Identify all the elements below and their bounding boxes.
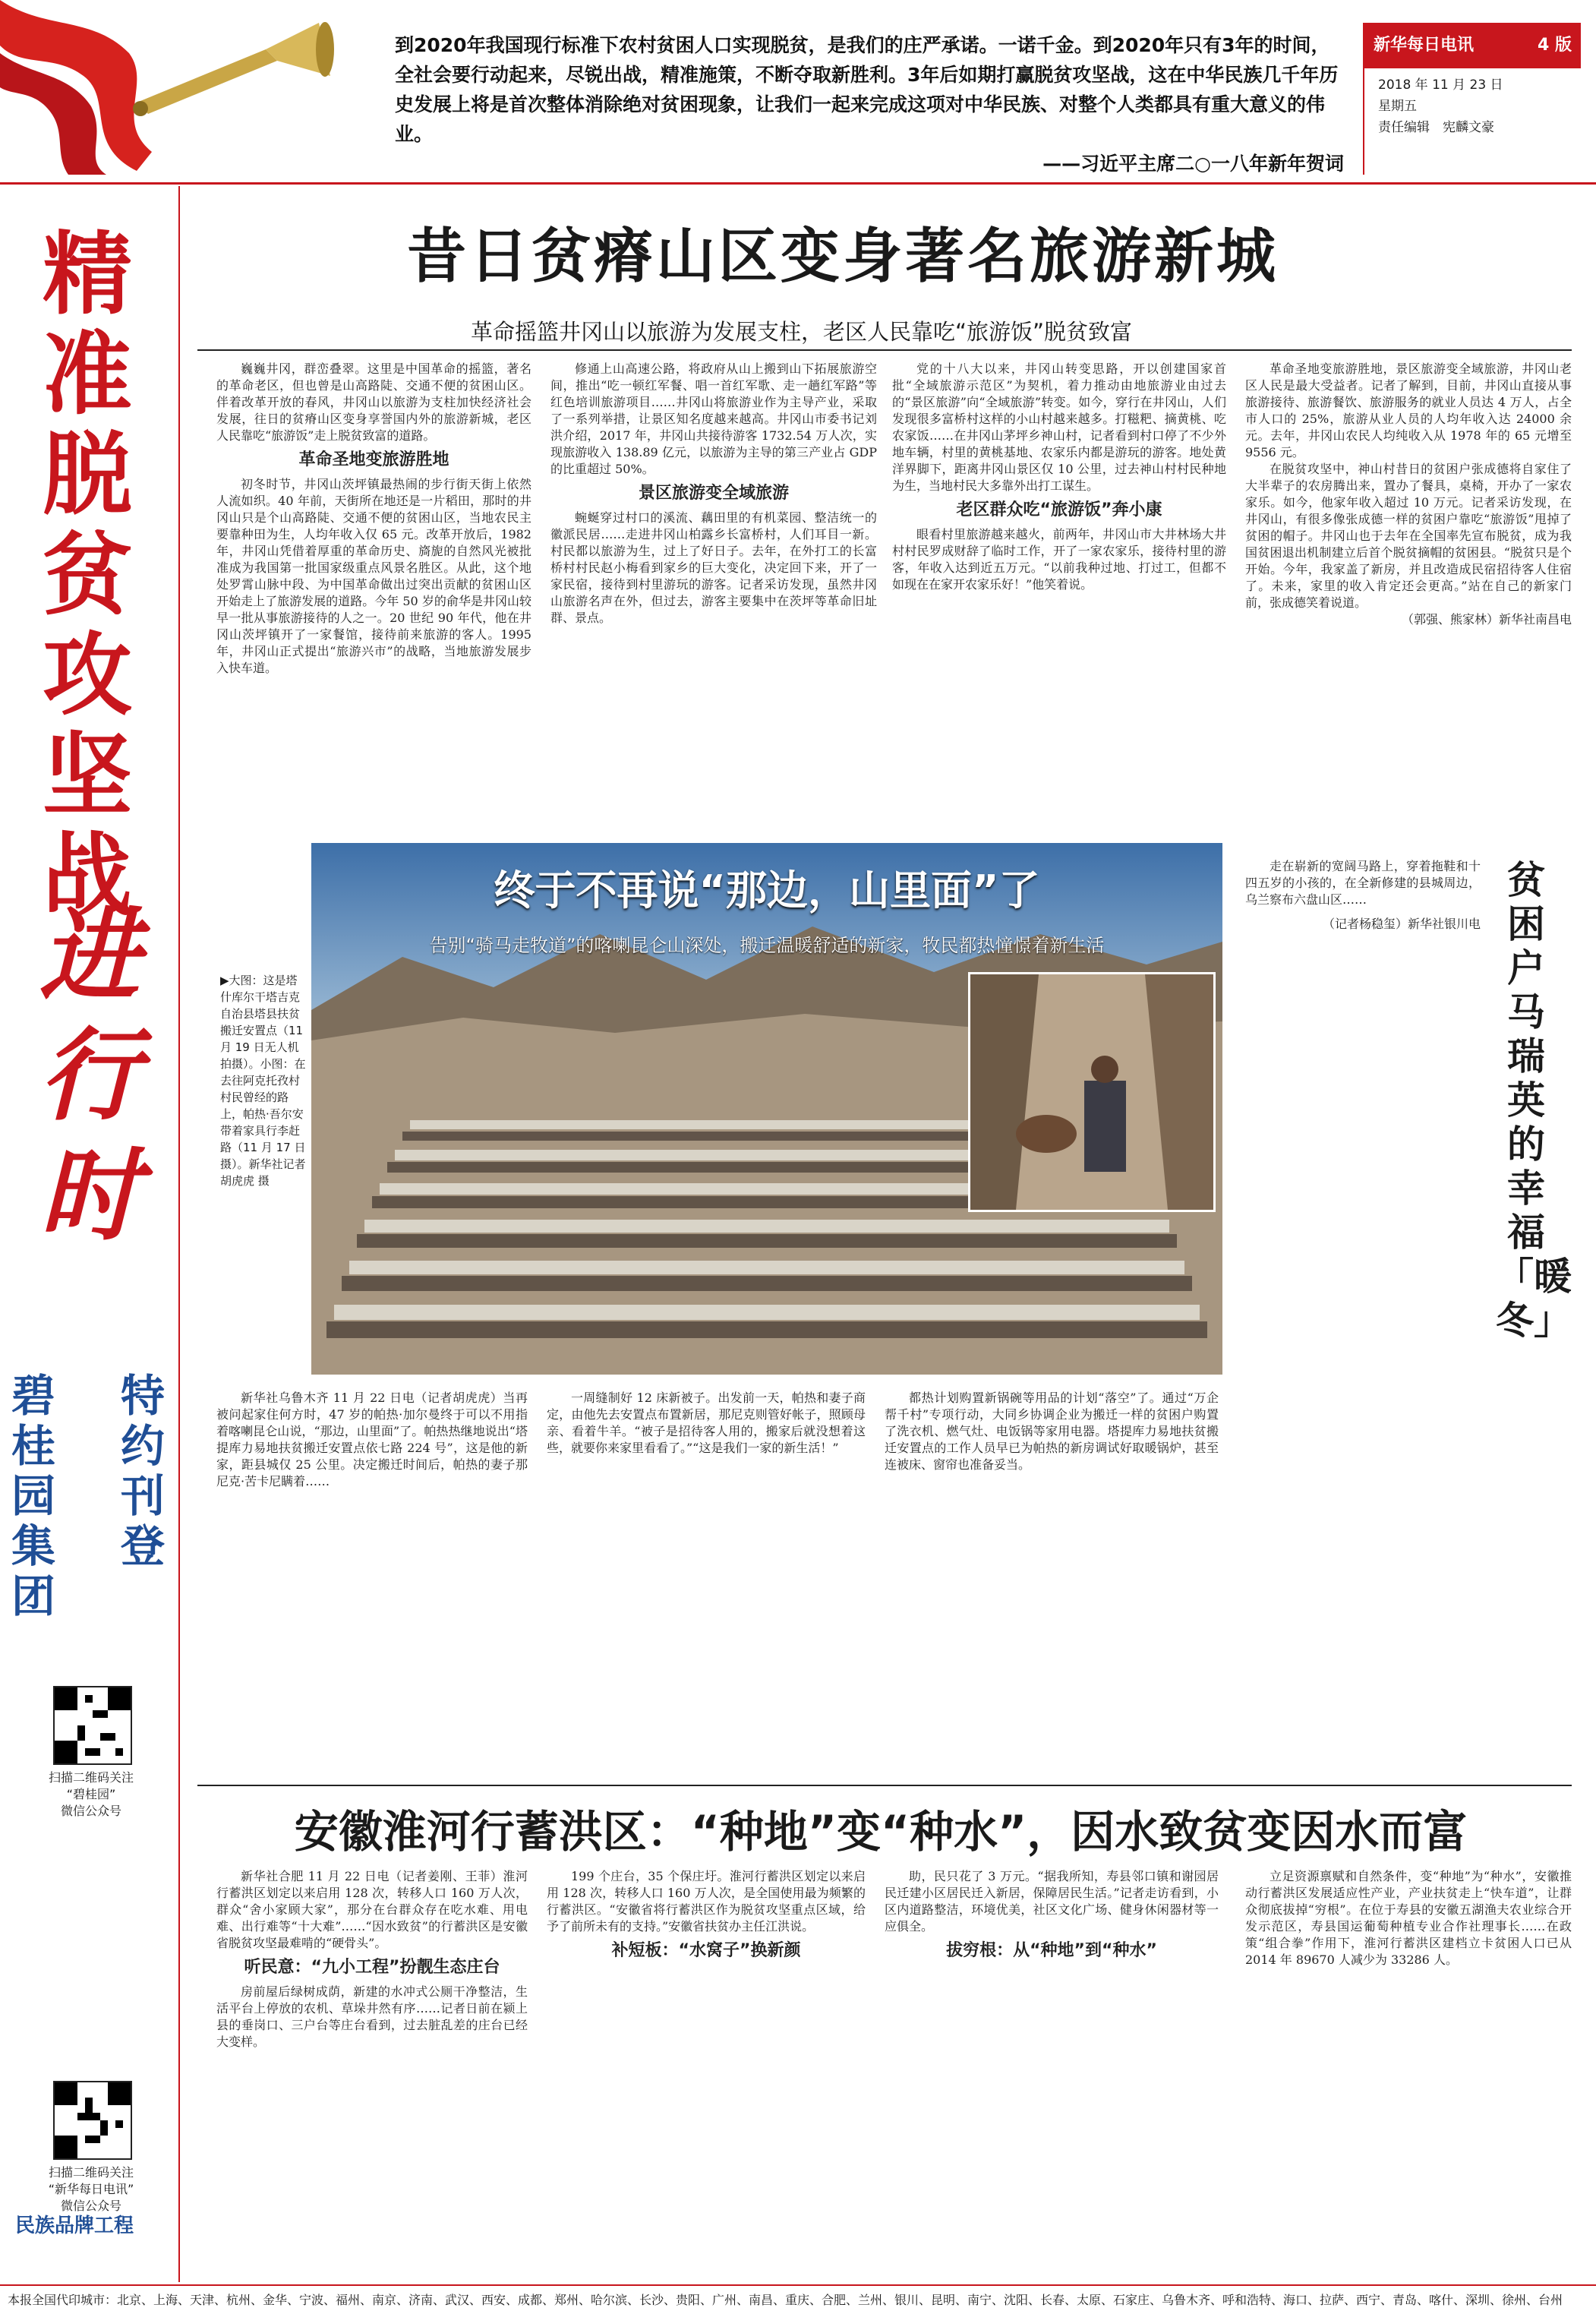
page-editor: 责任编辑 宪麟文豪: [1378, 120, 1494, 135]
story2-column-3: [885, 1390, 1219, 1777]
bugle-icon: [114, 19, 342, 140]
qr-caption-sponsor: 扫描二维码关注 “碧桂园” 微信公众号: [48, 1770, 134, 1818]
story1-paragraph: 在脱贫攻坚中，神山村昔日的贫困户张成德将自家住了大半辈子的农房腾出来，置办了餐具，桌椅，开办了一家农家乐。如今，他家年收入超过 10 万元。记者采访发现，在井冈山，有很多像张成德一样的贫困户靠吃“旅游饭”甩掉了贫困的帽子。井冈山也于去年在全国率先宣布脱贫，成为我国贫困退出机制建立后首个脱贫摘帽的贫困县。“脱贫只是个开始。今年，我家盖了新房，并且改造成民宿招待客人住宿了。未来，家里的收入肯定还会更高。”站在自己的新家门前，张成德笑着说道。: [1245, 462, 1572, 610]
story1-subhead: 革命摇篮井冈山以旅游为发展支柱，老区人民靠吃“旅游饭”脱贫致富: [471, 319, 1133, 345]
story3-subheading-2: 补短板：“水窝子”换新颜: [611, 1941, 801, 1960]
story3-paragraph: 助，民只花了 3 万元。“据我所知，寿县邻口镇和谢园居民迁建小区居民迁入新居，保障居民生活。”记者走访看到，小区内道路整洁，环境优美，社区文化广场、健身休闲器材等一应俱全。: [885, 1869, 1219, 1934]
masthead: [1363, 23, 1581, 175]
story1-subheading-3: 老区群众吃“旅游饭”奔小康: [956, 500, 1162, 519]
story1-paragraph: 党的十八大以来，井冈山转变思路，开以创建国家首批“全域旅游示范区”为契机，着力推动由地旅游业由过去的“景区旅游”向“全域旅游”转变。如今，穿行在井冈山，人们发现很多富桥村这样的小山村越来越多。打糍粑、摘黄桃、吃农家饭……在井冈山茅坪乡神山村，记者看到村口停了不少外地车辆，村里的黄桃基地、农家乐内都是游玩的游客。地处黄洋界脚下，距离井冈山景区仅 10 公里，过去神山村村民种地为生，当地村民大多靠外出打工谋生。: [892, 361, 1226, 493]
brand-logo: 民族品牌工程: [15, 2215, 134, 2237]
photo-subtitle: 告别“骑马走牧道”的喀喇昆仑山深处，搬迁温暖舒适的新家，牧民都热憧憬着新生活: [429, 935, 1105, 956]
story3-subheading-3: 拔穷根：从“种地”到“种水”: [946, 1941, 1157, 1960]
photo-caption: ▶大图：这是塔什库尔干塔吉克自治县塔县扶贫搬迁安置点（11 月 19 日无人机拍摄）。小图：在去往阿克托孜村村民曾经的路上，帕热·吾尔安带着家具行李赶路（11 月 17 日摄）。新华社记者 胡虎虎 摄: [220, 974, 306, 1188]
page-number: 4 版: [1538, 36, 1572, 55]
story2-paragraph: 新华社乌鲁木齐 11 月 22 日电（记者胡虎虎）当再被问起家住何方时，47 岁的帕热·加尔曼终于可以不用指着喀喇昆仑山说，“那边，山里面”了。帕热热继地说出“塔提库力易地扶贫搬迁安置点依七路 224 号”，这是他的新家，距县城仅 25 公里。决定搬迁时间后，帕热的妻子那尼克·苦卡尼瞒着……: [216, 1391, 528, 1488]
story1-paragraph: 修通上山高速公路，将政府从山上搬到山下拓展旅游空间，推出“吃一顿红军餐、唱一首红军歌、走一趟红军路”等红色培训旅游项目……井冈山将旅游业作为主导产业，采取了一系列举措，让景区知名度越来越高。井冈山市委书记刘洪介绍，2017 年，井冈山共接待游客 1732.54 万人次，实现旅游收入 138.89 亿元，以旅游为主导的第三产业占 GDP 的比重超过 50%。: [550, 361, 877, 476]
story1-paragraph: 革命圣地变旅游胜地，景区旅游变全域旅游，井冈山老区人民是最大受益者。记者了解到，目前，井冈山直接从事旅游接待、旅游餐饮、旅游服务的就业人员达 4 万人，占全市人口的 25%，旅游从业人员的人均年收入达 24000 余元。去年，井冈山农民人均纯收入从 1978 年的 65 元增至 9556 元。: [1245, 361, 1572, 459]
qr-pattern-icon: [55, 1687, 131, 1763]
story1-paragraph: 蜿蜒穿过村口的溪流、藕田里的有机菜园、整洁统一的徽派民居……走进井冈山柏露乡长富桥村，人们耳目一新。村民都以旅游为生，过上了好日子。去年，在外打工的长富桥村村民赵小梅看到家乡的巨大变化，决定回下来，开了一家民宿，接待到村里游玩的游客。记者采访发现，虽然井冈山旅游名声在外，但过去，游客主要集中在茨坪等革命旧址群、景点。: [550, 510, 877, 625]
sponsor-label: 特约刊登: [121, 1370, 166, 1572]
masthead-bar: [1364, 23, 1581, 68]
qr-code-sponsor[interactable]: [53, 1686, 132, 1765]
story1-lead: 巍巍井冈，群峦叠翠。这里是中国革命的摇篮，著名的革命老区，但也曾是山高路陡、交通不便的贫困山区。伴着改革开放的春风，井冈山以旅游为支柱加快经济社会发展，往日的贫瘠山区变身享誉国内外的旅游新城，老区人民靠吃“旅游饭”走上脱贫致富的道路。: [216, 361, 531, 443]
column-running-title: 进行时: [39, 897, 140, 1255]
qr-code-paper[interactable]: [53, 2081, 132, 2160]
story2-column-2: [547, 1390, 866, 1777]
qr-pattern-icon: [55, 2082, 131, 2158]
story3-column-2: [547, 1868, 866, 2278]
story1-subheading-1: 革命圣地变旅游胜地: [298, 450, 449, 469]
issue-date: 2018 年 11 月 23 日: [1378, 77, 1503, 93]
story3-paragraph: 立足资源禀赋和自然条件，变“种地”为“种水”，安徽推动行蓄洪区发展适应性产业，产业扶贫走上“快车道”，让群众彻底拔掉“穷根”。在位于寿县的安徽五湖渔夫农业综合开发示范区，寿县国运葡萄种植专业合作社理事长……在政策“组合拳”作用下，淮河行蓄洪区建档立卡贫困人口已从 2014 年 89670 人减少为 33286 人。: [1245, 1869, 1572, 1967]
story3-subheading-1: 听民意：“九小工程”扮靓生态庄台: [244, 1958, 500, 1977]
story2-paragraph: 一周缝制好 12 床新被子。出发前一天，帕热和妻子商定，由他先去安置点布置新居，那尼克则管好帐子，照顾母亲、看着牛羊。“被子是招待客人用的，搬家后就没想着这些，就要你来家里看看了。”“这是我们一家的新生活！”: [547, 1391, 866, 1455]
story1-paragraph: 初冬时节，井冈山茨坪镇最热闹的步行街天街上依然人流如织。40 年前，天街所在地还是一片稻田，那时的井冈山只是个山高路陡、交通不便的贫困山区，当地农民主要靠种田为生，人均年收入仅 65 元。改革开放后，1982 年，井冈山凭借着厚重的革命历史、旖旎的自然风光被批准成为我国第一批国家级重点风景名胜区。从此，这个地处罗霄山脉中段、为中国革命做出过突出贡献的贫困山区开始走上了旅游发展的道路。今年 50 岁的俞华是井冈山较早一批从事旅游接待的人之一。20 世纪 90 年代，他在井冈山茨坪镇开了一家餐馆，接待前来旅游的客人。1995 年，井冈山正式提出“旅游兴市”的战略，当地旅游发展步入快车道。: [216, 477, 531, 675]
left-sidebar: [0, 186, 180, 2282]
story2-paragraph: 都热计划购置新锅碗等用品的计划“落空”了。通过“万企帮千村”专项行动，大同乡协调企业为搬迁一样的贫困户购置了洗衣机、燃气灶、电饭锅等家用电器。塔提库力易地扶贫搬迁安置点的工作人员早已为帕热的新房调试好取暖锅炉，甚至连被床、窗帘也准备妥当。: [885, 1391, 1219, 1472]
paper-name: 新华每日电讯: [1374, 36, 1475, 55]
story1-column-2: [550, 361, 877, 832]
story3-paragraph: 199 个庄台，35 个保庄圩。淮河行蓄洪区划定以来启用 128 次，转移人口 160 万人次，是全国使用最为频繁的行蓄洪区。“安徽省将行蓄洪区作为脱贫攻坚重点区域，给予了前所未有的支持。”安徽省扶贫办主任江洪说。: [547, 1869, 866, 1934]
footer-print-cities: 本报全国代印城市：北京、上海、天津、杭州、金华、宁波、福州、南京、济南、武汉、西安、成都、郑州、哈尔滨、长沙、贵阳、广州、南昌、重庆、合肥、兰州、银川、昆明、南宁、沈阳、长春、太原、石家庄、乌鲁木齐、呼和浩特、海口、拉萨、西宁、青岛、喀什、深圳、徐州、台州: [0, 2284, 1596, 2312]
header-divider: [0, 182, 1596, 185]
story1-headline: 昔日贫瘠山区变身著名旅游新城: [406, 223, 1279, 291]
issue-weekday: 星期五: [1378, 99, 1417, 114]
sponsor-name: 碧桂园集团: [11, 1370, 56, 1622]
editorial-quote: [395, 30, 1344, 178]
sidebar-story-paragraph: 走在崭新的宽阔马路上，穿着拖鞋和十四五岁的小孩的，在全新修建的县城周边，乌兰察布六盘山区……: [1245, 859, 1481, 907]
sidebar-story: [1245, 858, 1481, 1777]
sidebar-story-headline: 贫困户马瑞英的幸福「暖冬」: [1496, 858, 1572, 1343]
story3-column-4: [1245, 1868, 1572, 2278]
story3-rule: [197, 1785, 1572, 1786]
story1-column-4: [1245, 361, 1572, 832]
qr-caption-paper: 扫描二维码关注 “新华每日电讯” 微信公众号: [48, 2165, 134, 2213]
story2-column-1: [216, 1390, 528, 1777]
story1-rule: [197, 349, 1572, 351]
story3-paragraph: 房前屋后绿树成荫，新建的水冲式公厕干净整洁，生活平台上停放的农机、草垛井然有序……记者日前在颍上县的垂岗口、三户台等庄台看到，过去脏乱差的庄台已经大变样。: [216, 1984, 528, 2049]
inset-photo: [968, 972, 1216, 1212]
story3-column-3: [885, 1868, 1219, 2278]
sponsor-ad: [11, 1371, 171, 1621]
story3-paragraph: 新华社合肥 11 月 22 日电（记者姜刚、王菲）淮河行蓄洪区划定以来启用 128 次，转移人口 160 万人次，群众“舍小家顾大家”，那分在台群众存在吃水难、用电难、出行难等“十大难”……“因水致贫”的行蓄洪区是安徽省脱贫攻坚最难啃的“硬骨头”。: [216, 1869, 528, 1950]
story1-byline: （郭强、熊家林）新华社南昌电: [1401, 612, 1572, 627]
sidebar-story-byline: （记者杨稳玺）新华社银川电: [1322, 917, 1481, 931]
story1-column-1: [216, 361, 531, 832]
quote-text: 到2020年我国现行标准下农村贫困人口实现脱贫，是我们的庄严承诺。一诺千金。到2020年只有3年的时间，全社会要行动起来，尽锐出战，精准施策，不断夺取新胜利。3年后如期打赢脱贫攻坚战，这在中华民族几千年历史发展上将是首次整体消除绝对贫困现象，让我们一起来完成这项对中华民族、对整个人类都具有重大意义的伟业。: [395, 34, 1339, 145]
story1-paragraph: 眼看村里旅游越来越火，前两年，井冈山市大井林场大井村村民罗成财辞了临时工作，开了一家农家乐，接待村里的游客，年收入达到近五万元。“以前我种过地、打过工，但都不如现在在家开农家乐好！”他笑着说。: [892, 527, 1226, 592]
story1-subheading-2: 景区旅游变全域旅游: [638, 484, 789, 503]
quote-signature: ——习近平主席二○一八年新年贺词: [1042, 153, 1344, 175]
story3-column-1: [216, 1868, 528, 2278]
story3-headline: 安徽淮河行蓄洪区：“种地”变“种水”，因水致贫变因水而富: [294, 1806, 1468, 1858]
photo-headline: 终于不再说“那边，山里面”了: [494, 867, 1040, 914]
column-name: 精准脱贫攻坚战: [42, 222, 132, 928]
story1-column-3: [892, 361, 1226, 832]
